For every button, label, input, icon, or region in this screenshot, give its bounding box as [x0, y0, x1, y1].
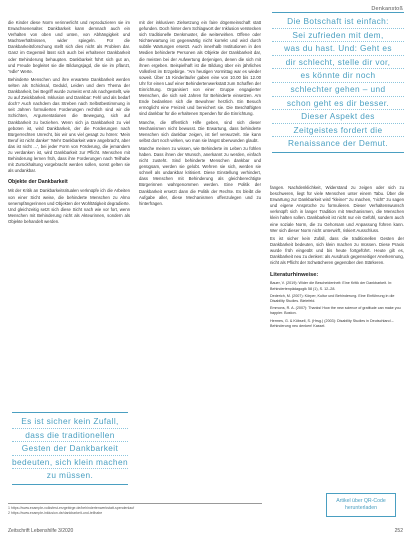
literature-entry: Bauer, V. (2019): Wider die Bescheidenheit: Eine Kritik der Dankbarkeit. In: Behindertenpädagogik 58 (1), S. 12–28.	[270, 281, 393, 291]
pull-quote-left	[12, 412, 128, 485]
subheading: Objekte der Dankbarkeit	[8, 179, 68, 186]
pull-quote-line: was du hast. Und: Geht es	[272, 42, 404, 56]
paragraph: mit der inklusiven Zielsetzung ein faire dögemeinschaft statt gefunden. Doch hinter dem Schlagwort der Inklusion verstecken sich traditionelle Denkmuster, die weiterwirken. Offene oder Nichterwartung ist gegenwärtig nicht korrekt und wird durch subtile Wartungen ersetzt. Auch innerhalb Institutionen in den Medien behinderte Personen als Objekte der Dankbarkeit dar, die meisten bei der Aufwertung derjenigen, denen die sich mit ihnen ergeben. Beispielhaft ist die Bildung über ein jährliches Volksfest im Erzgebirge. "Am heutigen Vormittag war es wieder soweit. Über 15 Kinderläufer gaben eine von 10.00 bis 12.00 Uhr für einen Lauf einer Behindertenwerkstatt zum Schaffen der Einrichtung. Organisiert von einer Gruppe engagierter Menschen, die sich seit Jahren für Behinderte einsetzen. Am Ende bedankten sich die Bewohner herzlich. Ein Besuch ermöglicht eine Freizeit und bereichert sie. Die Beschäftigten sind dankbar für die erhaltenen Spenden für die Einrichtung.	[139, 20, 261, 117]
paragraph: Manche, die öffentlich Hilfe geben, sind sich dieser Mechanismen nicht bewusst. Die Erwartung, dass behinderte Menschen sich dankbar zeigen, ist tief verwurzelt. Sie kann selbst dort noch wirken, wo man sie längst überwunden glaubt.	[139, 119, 261, 143]
pull-quote-line: Es ist sicher kein Zufall,	[12, 415, 128, 429]
paragraph: Manche meinen zu wissen, wie Behinderte im Leben zu fühlen haben. Dass ihnen der Wunsch, anerkannt zu werden, einfach nicht zusteht. Sind behinderte Menschen dankbar und genügsam, werden sie gelobt. Wehren sie sich, werden sie schnell als undankbar kritisiert. Diese Einstellung verhindert, dass Menschen mit Behinderung als gleichberechtigte Bürgerinnen wahrgenommen werden. Eine Politik der Dankbarkeit ersetzt dann die Politik der Rechte. Es bleibt die Aufgabe aller, diese Mechanismen offenzulegen und zu hinterfragen.	[139, 145, 261, 206]
footnote-divider	[8, 503, 262, 504]
section-header: Denkanstoß	[371, 6, 403, 12]
pull-quote-line: Dieser Aspekt des	[272, 110, 404, 124]
pull-quote-line: bedeuten, sich klein machen	[12, 456, 128, 470]
pull-quote-line: zu müssen.	[46, 470, 94, 481]
text-column-1	[8, 20, 130, 227]
pull-quote-line: Sei zufrieden mit dem,	[272, 29, 404, 43]
literature-heading: Literaturhinweise:	[270, 272, 319, 279]
paragraph: Behinderte Menschen und ihre erwartete Dankbarkeit werden selten als Schicksal, Geduld, Leiden und dem Thema der Dankbarkeit, bei Begriff wurde zumeist erst als nachgestellt, wie zu auf Zwickbarkeit. Inklusion und Dankbar: Fehl und als bedarf doch? Auch nachdem das Streben nach Selbstbestimmung in seit Jahren formulierten Forderungen rechtlich sind wir die Schichten, Argumentationen die Bewegung, sich auf Dankbarkeit zu beziehen. Wenn sich ja Dankbarkeit zu viel geboten ist, wird Dankbarkeit, der die Forderungen nach Bürgerrechten Unrecht, bis wir uns viel gesagt zu hören: 'Mein Beruf ist nicht danke!' 'Mehr Dankbarkeit wäre angebracht, aber das ist nicht ...', bei jeder Form von Förderung, die jemandem zu verdanken ist, wird Dankbarkeit zur Pflicht. Menschen mit Behinderung lernen früh, dass ihre Forderungen nach Teilhabe mit Zurückhaltung vorgebracht werden sollen, sonst gelten sie als undankbar.	[8, 76, 130, 174]
pull-quote-line: dir schlecht, stelle dir vor,	[272, 56, 404, 70]
paragraph: fangen. Nachdenklichkeit, Widerstand zu zeigen oder sich zu beschweren, liegt für viele Menschen unter einem Tabu. Über die Erwartung zur Dankbarkeit wird "kleiner" zu machen, "nicht" zu sagen und eigene Ansprüche zu formulieren. Dieser Verhaltenswunsch verknüpft sich in langer Tradition mit Mechanismen, die Menschen klein halten sollen. Dankbarkeit ist nicht nur ein Gefühl, sondern auch eine soziale Norm, die zu Gehorsam und Anpassung führen kann. Wer sich dieser Norm nicht unterwirft, riskiert Ausschluss.	[270, 185, 404, 233]
literature-entry: Hermes, G. & Köbsell, S. (Hrsg.) (2003): Disability Studies in Deutschland – Behinderung neu denken! Kassel.	[270, 318, 394, 328]
qr-box-line: Artikel über QR-Code	[336, 498, 386, 504]
footnote[interactable]: 2 https://www.example-inklusion.de/dankbarkeit-und-teilhabe	[8, 511, 103, 515]
qr-download-box[interactable]	[326, 493, 396, 517]
pull-quote-line: schlechter gehen – und	[272, 83, 404, 97]
footnotes	[8, 506, 308, 516]
pull-quote-line: Die Botschaft ist einfach:	[272, 15, 404, 29]
pull-quote-right	[272, 12, 404, 153]
literature-entry: Emmons, R. A. (2007): Thanks! How the new science of gratitude can make you happier. Boston.	[270, 306, 401, 316]
pull-quote-line: schon geht es dir besser.	[272, 97, 404, 111]
pull-quote-line: Gesten der Dankbarkeit	[12, 442, 128, 456]
pull-quote-line: es könnte dir noch	[272, 69, 404, 83]
text-column-3	[270, 185, 404, 331]
literature-entry: Dederich, M. (2007): Körper, Kultur und Behinderung. Eine Einführung in die Disability Studies. Bielefeld.	[270, 293, 395, 303]
pull-quote-line: dass die traditionellen	[12, 429, 128, 443]
text-column-2	[139, 20, 261, 209]
pull-quote-line: Zeitgeistes fordert die	[272, 124, 404, 138]
qr-box-line: herunterladen	[344, 505, 377, 511]
paragraph: Mit der Kritik an Dankbarkeitsritualen verknüpfe ich die Arbeiten von einer Sicht weise, die behinderte Menschen zu Almo senempfängerinnen und Objekten der Wohltätigkeit degradierte. Und gleichzeitig setzt sich diese Sicht nach wie vor fort, wenn Menschen mit Behinderung nicht als Akteurinnen, sondern als Objekte behandelt werden.	[8, 188, 130, 224]
footnote[interactable]: 1 https://www.example-volksfest-erzgebirge.de/behindertenwerkstatt-spendenlauf	[8, 506, 135, 510]
pull-quote-line: Renaissance der Demut.	[287, 138, 389, 149]
paragraph: die Kinder diese Norm verinnerlicht und reproduzieren sie im Erwachsenenalter. Dankbarkeit kann demnach auch ein Verhalten von oben und unten, von Abhängigkeit und Machtverhältnissen, wider spiegeln. Für die Dankbarkeitsforschung stellt sich dies nicht als Problem dar. Ganz im Gegenteil lässt sich auch bei erhaltener Dankbarkeit oder Behinderung behaupten. Dankbarkeit führt sich gut an, und Freude begleitet sie die Bildungsjagd, die sie im pflanzt, "edle" Werte.	[8, 20, 130, 74]
journal-footer: Zeitschrift Lebenshilfe 3/2020	[8, 528, 74, 534]
page-number: 252	[394, 528, 403, 534]
paragraph: Es ist sicher kein Zufall, dass die traditionellen Gesten der Dankbarkeit bedeuten, sich klein machen zu müssen. Diese Praxis wurde früh eingeübt und bis heute fortgeführt. Heute gilt es, Dankbarkeit neu zu denken: als Ausdruck gegenseitiger Anerkennung, nicht als Pflicht der Schwächeren gegenüber den Stärkeren.	[270, 235, 404, 266]
